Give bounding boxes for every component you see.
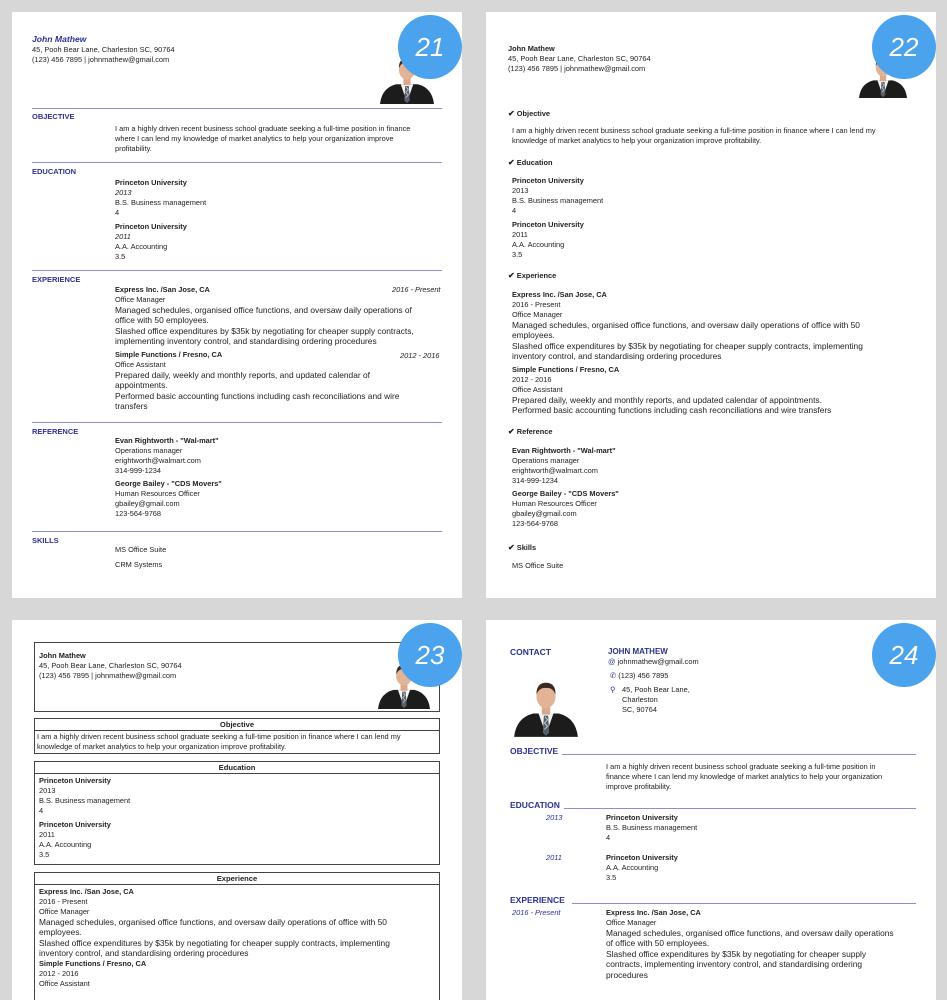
divider: [32, 108, 442, 109]
education-year: 2013: [546, 813, 563, 822]
objective-heading: ✔ Objective: [508, 109, 551, 118]
education-heading: EDUCATION: [510, 800, 560, 810]
objective-heading: Objective: [35, 719, 439, 731]
objective-text: I am a highly driven recent business school graduate seeking a full-time position in finance where I can lend my knowledge of market analytics to help your organization improve profitability.: [115, 124, 411, 153]
check-icon: ✔: [508, 543, 515, 552]
education-year: 2011: [546, 853, 562, 862]
objective-text: I am a highly driven recent business school graduate seeking a full-time position in finance where I can lend my knowledge of market analytics to help your organization improve profitability.: [606, 762, 883, 791]
experience-box: [34, 872, 440, 1000]
name: John Mathew: [32, 34, 87, 44]
phone-row: ✆ (123) 456 7895: [610, 671, 669, 680]
check-icon: ✔: [508, 271, 515, 280]
divider: [32, 162, 442, 163]
experience-list: Express Inc. /San Jose, CA 2016 - Present Office Manager Managed schedules, organised office functions, and oversaw daily operations of office with 50 employees. Slashed office expenditures by $35k by negotiating for cheaper supply contracts, implementing inventory control, and standardising ordering procedures Simple Functions / Fresno, CA 2012 - 2016 Office Assistant: [39, 887, 390, 988]
divider: [572, 903, 916, 904]
name: John Mathew: [39, 651, 86, 660]
divider: [562, 754, 916, 755]
education-heading: Education: [35, 762, 439, 774]
template-number-badge: 21: [398, 15, 462, 79]
divider: [564, 808, 916, 809]
education-item: Princeton University A.A. Accounting 3.5: [606, 853, 678, 882]
reference-list: Evan Rightworth - "Wal-mart" Operations manager erightworth@walmart.com 314-999-1234 George Bailey - "CDS Movers" Human Resources Officer gbailey@gmail.com 123-564-9768: [512, 446, 619, 528]
phone-email: (123) 456 7895 | johnmathew@gmail.com: [32, 55, 170, 64]
skills-heading: ✔ Skills: [508, 543, 537, 552]
resume-template-21[interactable]: [12, 12, 462, 598]
name: JOHN MATHEW: [608, 647, 668, 656]
address-block: ⚲ 45, Pooh Bear Lane, Charleston SC, 90764: [610, 685, 690, 714]
phone-icon: ✆: [610, 671, 617, 680]
skills-heading: SKILLS: [32, 536, 59, 545]
phone-email: (123) 456 7895 | johnmathew@gmail.com: [39, 671, 177, 680]
objective-heading: OBJECTIVE: [32, 112, 75, 121]
experience-list: Express Inc. /San Jose, CA Office Manager Managed schedules, organised office functions, and oversaw daily operations of office with 50 employees. Slashed office expenditures by $35k by negotiating for cheaper supply contracts, implementing inventory control, and standardising ordering procedures: [606, 908, 894, 980]
objective-heading: OBJECTIVE: [510, 746, 559, 756]
check-icon: ✔: [508, 109, 515, 118]
address: 45, Pooh Bear Lane, Charleston SC, 90764: [39, 661, 182, 670]
education-item: Princeton University B.S. Business management 4: [606, 813, 698, 842]
objective-text: I am a highly driven recent business school graduate seeking a full-time position in finance where I can lend my knowledge of market analytics to help your organization improve profitability.: [37, 732, 401, 751]
reference-heading: REFERENCE: [32, 427, 79, 436]
email-row: @ johnmathew@gmail.com: [608, 657, 699, 666]
skill-item: MS Office Suite: [512, 561, 564, 570]
name: John Mathew: [508, 44, 555, 53]
resume-template-22[interactable]: [486, 12, 936, 598]
address: 45, Pooh Bear Lane, Charleston SC, 90764: [508, 54, 651, 63]
skill-item: CRM Systems: [115, 560, 163, 569]
reference-heading: ✔ Reference: [508, 427, 553, 436]
objective-text: I am a highly driven recent business school graduate seeking a full-time position in finance where I can lend my knowledge of market analytics to help your organization improve profitability.: [512, 126, 876, 145]
job1-dates: 2016 - Present: [512, 908, 561, 917]
job1-dates: 2016 - Present: [392, 285, 441, 294]
address: 45, Pooh Bear Lane, Charleston SC, 90764: [32, 45, 175, 54]
experience-list: Express Inc. /San Jose, CA Office Manager Managed schedules, organised office functions, and oversaw daily operations of office with 50 employees. Slashed office expenditures by $35k by negotiating for cheaper supply contracts, implementing inventory control, and standardising ordering procedures Simple Functions / Fresno, CA Office Assistant Prepared daily, weekly and monthly reports, and updated calendar of appointments. Performed basic accounting functions including cash reconciliations and wire transfers: [115, 285, 414, 412]
divider: [32, 531, 442, 532]
profile-photo: [512, 672, 580, 738]
education-list: Princeton University 2013 B.S. Business management 4 Princeton University 2011 A.A. Accounting 3.5: [39, 776, 131, 859]
template-number-badge: 22: [872, 15, 936, 79]
experience-heading: EXPERIENCE: [510, 895, 565, 905]
contact-heading: CONTACT: [510, 647, 551, 657]
template-number-badge: 23: [398, 623, 462, 687]
education-heading: ✔ Education: [508, 158, 553, 167]
education-heading: EDUCATION: [32, 167, 77, 176]
phone-email: (123) 456 7895 | johnmathew@gmail.com: [508, 64, 646, 73]
check-icon: ✔: [508, 427, 515, 436]
experience-heading: Experience: [35, 873, 439, 885]
resume-template-23[interactable]: [12, 620, 462, 1000]
resume-template-24[interactable]: [486, 620, 936, 1000]
check-icon: ✔: [508, 158, 515, 167]
template-number-badge: 24: [872, 623, 936, 687]
skill-item: MS Office Suite: [115, 545, 167, 554]
job2-dates: 2012 - 2016: [400, 351, 440, 360]
location-pin-icon: ⚲: [610, 685, 616, 694]
experience-list: Express Inc. /San Jose, CA 2016 - Present Office Manager Managed schedules, organised office functions, and oversaw daily operations of office with 50 employees. Slashed office expenditures by $35k by negotiating for cheaper supply contracts, implementing inventory control, and standardising ordering procedures Simple Functions / Fresno, CA 2012 - 2016 Office Assistant Prepared daily, weekly and monthly reports, and updated calendar of appointments. Performed basic accounting functions including cash reconciliations and wire transfers: [512, 290, 863, 416]
divider: [32, 270, 442, 271]
email-icon: @: [608, 657, 616, 666]
divider: [32, 422, 442, 423]
objective-box: [34, 718, 440, 754]
reference-list: Evan Rightworth - "Wal-mart" Operations manager erightworth@walmart.com 314-999-1234 George Bailey - "CDS Movers" Human Resources Officer gbailey@gmail.com 123-564-9768: [115, 436, 222, 518]
education-list: Princeton University 2013 B.S. Business management 4 Princeton University 2011 A.A. Accounting 3.5: [512, 176, 604, 259]
experience-heading: ✔ Experience: [508, 271, 557, 280]
education-list: Princeton University 2013 B.S. Business management 4 Princeton University 2011 A.A. Accounting 3.5: [115, 178, 207, 261]
education-box: [34, 761, 440, 865]
experience-heading: EXPERIENCE: [32, 275, 81, 284]
